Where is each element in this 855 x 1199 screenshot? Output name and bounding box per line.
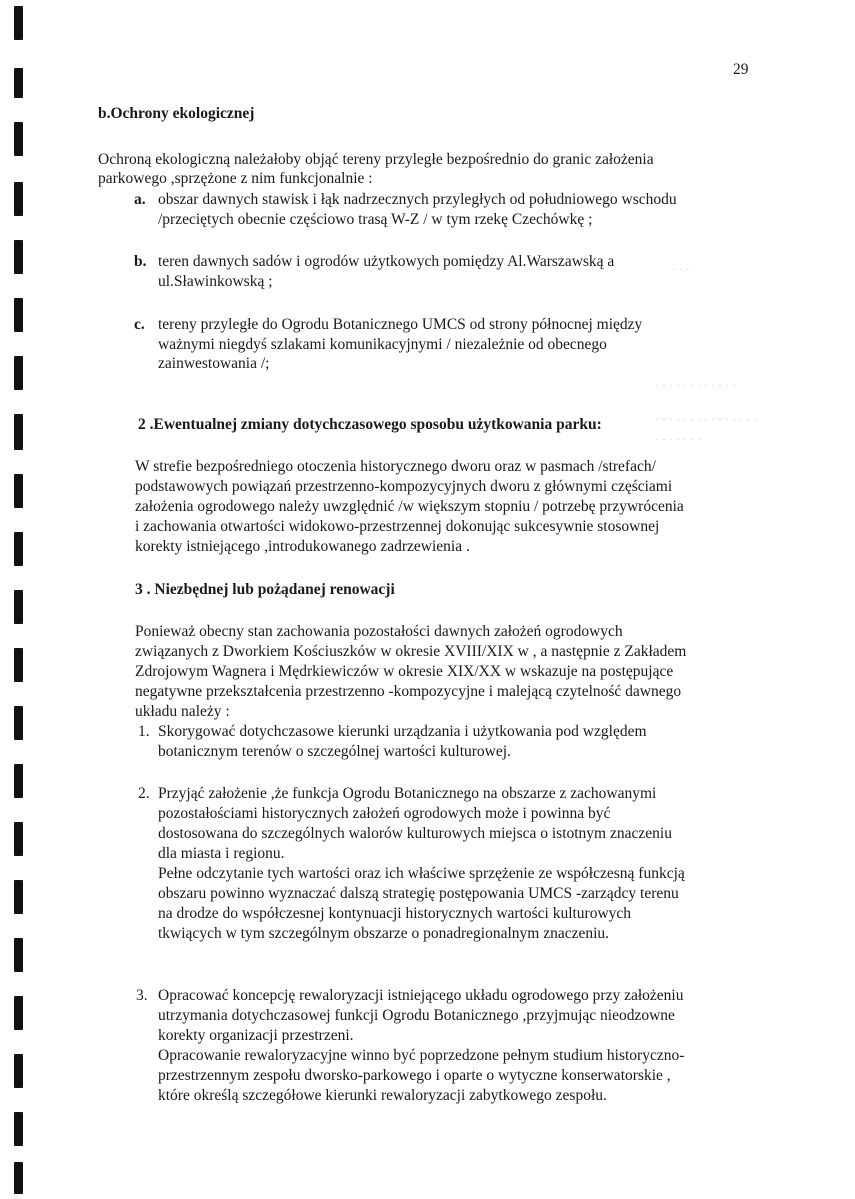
paragraph-line: Ochroną ekologiczną należałoby objąć tereny przyległe bezpośrednio do granic założenia [98, 151, 654, 168]
paragraph-line: W strefie bezpośredniego otoczenia historycznego dworu oraz w pasmach /strefach/ [135, 458, 656, 475]
list-item-line: Przyjąć założenie ,że funkcja Ogrodu Botanicznego na obszarze z zachowanymi [158, 785, 657, 802]
list-item-line: obszar dawnych stawisk i łąk nadrzecznych przyległych od południowego wschodu [158, 191, 677, 208]
list-item-line: Skorygować dotychczasowe kierunki urządzania i użytkowania pod względem [158, 723, 647, 740]
bleed-through-mark: · · · · · · · [655, 432, 701, 446]
list-item-line: Opracować koncepcję rewaloryzacji istniejącego układu ogrodowego przy założeniu [158, 987, 684, 1004]
paragraph-line: układu należy : [135, 703, 230, 720]
list-marker: 2. [138, 785, 150, 802]
paragraph-line: i zachowania otwartości widokowo-przestrzennej dokonując sukcesywnie stosownej [135, 518, 660, 535]
list-item-line: utrzymania dotychczasowej funkcji Ogrodu Botanicznego ,przyjmując nieodzowne [158, 1007, 675, 1024]
list-item-line: które określą szczegółowe kierunki rewaloryzacji zabytkowego zespołu. [158, 1087, 607, 1104]
list-item-line: dostosowana do szczególnych walorów kulturowych miejsca o istotnym znaczeniu [158, 825, 672, 842]
list-item-line: ważnymi niegdyś szlakami komunikacyjnymi / niezależnie od obecnego [158, 336, 607, 353]
list-marker: 3. [136, 987, 148, 1004]
paragraph-line: parkowego ,sprzężone z nim funkcjonalnie : [98, 170, 373, 187]
section-b-heading: b.Ochrony ekologicznej [98, 105, 255, 122]
list-item-line: obszaru powinno wyznaczać dalszą strategię postępowania UMCS -zarządcy terenu [158, 885, 679, 902]
list-marker: b. [134, 253, 147, 270]
punch-mark [14, 414, 23, 450]
punch-mark [14, 996, 23, 1030]
page-number: 29 [733, 61, 749, 78]
list-item-line: ul.Sławinkowską ; [158, 273, 273, 290]
punch-mark [14, 880, 23, 914]
punch-mark [14, 822, 23, 856]
list-item-line: teren dawnych sadów i ogrodów użytkowych pomiędzy Al.Warszawską a [158, 253, 615, 270]
section-2-heading: 2 .Ewentualnej zmiany dotychczasowego sposobu użytkowania parku: [138, 416, 602, 433]
bleed-through-mark: · · · · · · · · · · · · · · · [655, 412, 757, 426]
list-item-line: dla miasta i regionu. [158, 845, 285, 862]
punch-mark [14, 68, 23, 98]
punch-mark [14, 938, 23, 972]
paragraph-line: Zdrojowym Wagnera i Mędrkiewiczów w okresie XIX/XX w wskazuje na postępujące [135, 663, 674, 680]
list-marker: 1. [138, 723, 150, 740]
list-item-line: korekty organizacji przestrzeni. [158, 1027, 354, 1044]
punch-mark [14, 590, 23, 624]
list-item-line: /przeciętych obecnie częściowo trasą W-Z / w tym rzekę Czechówkę ; [158, 211, 593, 228]
paragraph-line: podstawowych powiązań przestrzenno-kompozycyjnych dworu z głównymi częściami [135, 478, 673, 495]
punch-mark [14, 474, 23, 508]
punch-mark [14, 1054, 23, 1088]
punch-mark [14, 182, 23, 216]
punch-mark [14, 1112, 23, 1146]
list-item-line: pozostałościami historycznych założeń ogrodowych może i powinna być [158, 805, 611, 822]
list-item-line: zainwestowania /; [158, 355, 270, 372]
punch-mark [14, 298, 23, 332]
section-3-heading: 3 . Niezbędnej lub pożądanej renowacji [135, 581, 395, 598]
list-item-line: tkwiących w tym szczególnym obszarze o ponadregionalnym znaczeniu. [158, 925, 610, 942]
list-item-line: przestrzennym zespołu dworsko-parkowego i oparte o wytyczne konserwatorskie , [158, 1067, 671, 1084]
punch-mark [14, 240, 23, 274]
list-item-line: Pełne odczytanie tych wartości oraz ich właściwe sprzężenie ze współczesną funkcją [158, 865, 685, 882]
bleed-through-mark: · · · [672, 262, 690, 276]
list-item-line: Opracowanie rewaloryzacyjne winno być poprzedzone pełnym studium historyczno- [158, 1047, 685, 1064]
bleed-through-mark: · · · · · · · · · · · · [655, 378, 736, 392]
paragraph-line: związanych z Dworkiem Kościuszków w okresie XVIII/XIX w , a następnie z Zakładem [135, 643, 687, 660]
paragraph-line: korekty istniejącego ,introdukowanego zadrzewienia . [135, 538, 470, 555]
punch-mark [14, 122, 23, 156]
list-marker: c. [134, 316, 145, 333]
punch-mark [14, 6, 23, 40]
paragraph-line: negatywne przekształcenia przestrzenno -kompozycyjne i malejącą czytelność dawnego [135, 683, 682, 700]
punch-mark [14, 648, 23, 682]
punch-mark [14, 706, 23, 740]
punch-mark [14, 1162, 23, 1194]
punch-mark [14, 764, 23, 798]
list-item-line: tereny przyległe do Ogrodu Botanicznego UMCS od strony północnej między [158, 316, 643, 333]
punch-mark [14, 532, 23, 566]
paragraph-line: założenia ogrodowego należy uwzględnić /w większym stopniu / potrzebę przywrócenia [135, 498, 684, 515]
list-item-line: botanicznym terenów o szczególnej wartości kulturowej. [158, 743, 511, 760]
list-item-line: na drodze do współczesnej kontynuacji historycznych wartości kulturowych [158, 905, 632, 922]
list-marker: a. [134, 191, 146, 208]
paragraph-line: Ponieważ obecny stan zachowania pozostałości dawnych założeń ogrodowych [135, 623, 623, 640]
punch-mark [14, 356, 23, 390]
